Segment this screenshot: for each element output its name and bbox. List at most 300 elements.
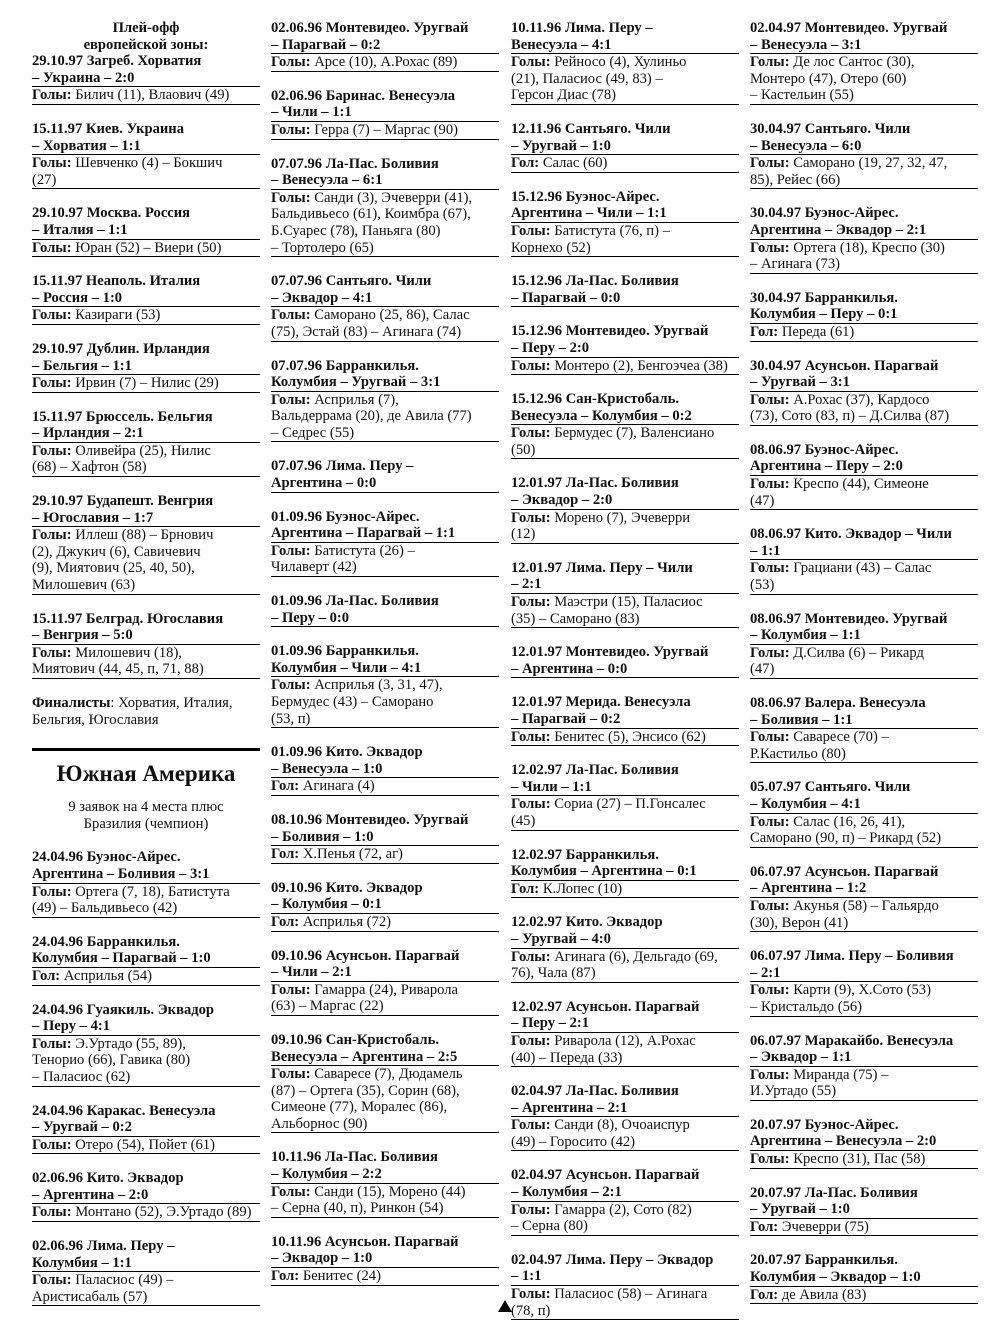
goals-text: Саваресе (70) –	[793, 729, 889, 746]
match-heading	[511, 847, 739, 881]
match-result	[32, 1170, 260, 1222]
match-heading-line: – Уругвай – 3:1	[750, 374, 850, 391]
match-goals	[32, 645, 260, 679]
match-goals	[32, 884, 260, 918]
match-result	[750, 358, 978, 426]
match-heading-line: 02.06.96 Кито. Эквадор	[32, 1170, 184, 1187]
goals-text: Санди (15), Морено (44)	[314, 1183, 466, 1200]
goals-text: Монтеро (47), Отеро (60)	[750, 70, 907, 87]
match-heading-line: – Россия – 1:0	[32, 289, 123, 306]
match-result	[32, 1002, 260, 1087]
match-heading	[32, 205, 260, 239]
match-goals	[32, 87, 260, 105]
goals-label: Голы:	[511, 948, 551, 965]
match-heading-line: Аргентина – Перу – 2:0	[750, 458, 903, 475]
match-goals	[271, 307, 499, 341]
goals-text: Бенитес (5), Энсисо (62)	[554, 728, 706, 745]
match-heading	[32, 849, 260, 883]
goals-text: К.Лопес (10)	[542, 880, 623, 897]
match-heading-line: 24.04.96 Каракас. Венесуэла	[32, 1102, 216, 1119]
goals-label: Голы:	[750, 560, 790, 577]
match-heading-line: 07.07.96 Барранкилья.	[271, 357, 419, 374]
match-heading	[511, 694, 739, 728]
match-heading-line: 06.07.97 Маракайбо. Венесуэла	[750, 1032, 954, 1049]
match-heading	[511, 475, 739, 509]
goals-text: (63) – Маргас (22)	[271, 998, 384, 1015]
goals-text: (87) – Ортега (35), Сорин (68),	[271, 1082, 460, 1099]
match-heading	[511, 1167, 739, 1201]
match-heading-line: – Перу – 0:0	[271, 609, 350, 626]
goals-text: Де лос Сантос (30),	[793, 54, 915, 71]
match-heading-line: Венесуэла – Колумбия – 0:2	[511, 407, 692, 424]
match-heading	[750, 1252, 978, 1286]
match-heading	[511, 1083, 739, 1117]
goals-text: А.Рохас (37), Кардосо	[793, 391, 930, 408]
goals-label: Голы:	[511, 509, 551, 526]
goals-label: Голы:	[32, 1204, 72, 1221]
match-heading-line: – Перу – 2:0	[511, 339, 590, 356]
match-result	[271, 812, 499, 864]
match-heading-line: 07.07.96 Сантьяго. Чили	[271, 273, 432, 290]
match-heading-line: 06.07.97 Асунсьон. Парагвай	[750, 863, 939, 880]
match-heading-line: 08.06.97 Монтевидео. Уругвай	[750, 610, 948, 627]
match-heading-line: 01.09.96 Барранкилья.	[271, 643, 419, 660]
goals-text: (47)	[750, 661, 775, 678]
goals-label: Голы:	[750, 644, 790, 661]
match-heading	[32, 409, 260, 443]
match-heading-line: – 1:1	[511, 1268, 542, 1285]
match-heading-line: 12.01.97 Ла-Пас. Боливия	[511, 475, 679, 492]
goals-label: Гол:	[271, 1268, 300, 1285]
match-heading-line: – Уругвай – 1:0	[511, 137, 611, 154]
match-heading-line: – Эквадор – 2:0	[511, 492, 613, 509]
match-goals	[32, 1137, 260, 1155]
goals-label: Голы:	[32, 87, 72, 104]
match-heading-line: 08.10.96 Монтевидео. Уругвай	[271, 811, 469, 828]
match-result	[750, 121, 978, 189]
match-goals	[271, 1184, 499, 1218]
match-result	[750, 1117, 978, 1169]
goals-label: Голы:	[271, 54, 311, 71]
match-result	[750, 1033, 978, 1101]
goals-label: Голы:	[511, 425, 551, 442]
match-goals	[511, 1117, 739, 1151]
match-heading-line: 05.07.97 Сантьяго. Чили	[750, 779, 911, 796]
match-result	[511, 1167, 739, 1235]
goals-text: Милошевич (18),	[75, 644, 182, 661]
match-result	[271, 509, 499, 577]
match-result	[32, 53, 260, 105]
goals-text: Салас (60)	[542, 155, 608, 172]
match-goals	[271, 778, 499, 796]
match-result	[511, 1252, 739, 1320]
match-heading	[271, 1149, 499, 1183]
match-goals	[511, 796, 739, 830]
match-heading	[32, 1002, 260, 1036]
goals-text: Симеоне (77), Моралес (86),	[271, 1099, 448, 1116]
goals-text: Рейносо (4), Хулиньо	[554, 54, 687, 71]
column-4	[750, 20, 978, 1320]
goals-label: Голы:	[271, 391, 311, 408]
match-result	[750, 779, 978, 847]
goals-text: Морено (7), Эчеверри	[554, 509, 691, 526]
match-heading-line: 02.04.97 Асунсьон. Парагвай	[511, 1167, 700, 1184]
match-result	[511, 644, 739, 678]
goals-text: Асприлья (72)	[302, 913, 391, 930]
match-goals	[511, 510, 739, 544]
match-heading	[750, 695, 978, 729]
goals-text: (47)	[750, 492, 775, 509]
match-heading-line: – Парагвай – 0:0	[511, 289, 621, 306]
match-goals	[511, 949, 739, 983]
match-result	[271, 1149, 499, 1217]
goals-text: (40) – Переда (33)	[511, 1049, 623, 1066]
match-heading-line: – Аргентина – 1:2	[750, 880, 867, 897]
match-result	[750, 442, 978, 510]
match-heading	[511, 914, 739, 948]
goals-text: (75), Эстай (83) – Агинага (74)	[271, 323, 462, 340]
match-goals	[511, 1033, 739, 1067]
match-heading-line: – Перу – 2:1	[511, 1015, 590, 1032]
match-heading-line: – Парагвай – 0:2	[511, 711, 621, 727]
match-heading	[32, 1238, 260, 1272]
match-heading-line: 15.12.96 Монтевидео. Уругвай	[511, 323, 709, 340]
match-heading	[32, 1103, 260, 1137]
match-heading-line: 08.06.97 Кито. Эквадор – Чили	[750, 526, 952, 543]
match-goals	[511, 1202, 739, 1236]
column-3	[511, 20, 739, 1336]
goals-label: Голы:	[271, 1183, 311, 1200]
match-heading	[271, 744, 499, 778]
goals-text: Б.Суарес (78), Паньяга (80)	[271, 222, 441, 239]
match-heading-line: 24.04.96 Гуаякиль. Эквадор	[32, 1001, 215, 1018]
match-heading-line: – Колумбия – 2:1	[511, 1184, 622, 1201]
match-heading-line: – Эквадор – 1:0	[271, 1250, 373, 1267]
match-result	[750, 526, 978, 594]
goals-text: Сориа (27) – П.Гонсалес	[554, 796, 706, 813]
goals-text: Саморано (25, 86), Салас	[314, 307, 470, 324]
match-heading-line: 15.11.97 Неаполь. Италия	[32, 273, 201, 290]
match-result	[271, 643, 499, 728]
match-result	[271, 273, 499, 341]
match-goals	[750, 324, 978, 342]
match-heading-line: – Парагвай – 0:2	[271, 36, 381, 53]
goals-label: Голы:	[511, 594, 551, 611]
match-heading	[271, 358, 499, 392]
match-result	[32, 121, 260, 189]
goals-text: Карти (9), Х.Сото (53)	[793, 982, 931, 999]
match-result	[32, 1103, 260, 1155]
match-heading-line: 29.10.97 Будапешт. Венгрия	[32, 493, 214, 510]
goals-label: Голы:	[511, 1032, 551, 1049]
match-heading	[511, 762, 739, 796]
goals-text: Грациани (43) – Салас	[793, 560, 932, 577]
match-heading-line: Венесуэла – 4:1	[511, 36, 612, 53]
match-heading	[511, 121, 739, 155]
match-result	[511, 999, 739, 1067]
match-goals	[32, 1036, 260, 1087]
match-result	[511, 914, 739, 982]
goals-text: Чилаверт (42)	[271, 559, 357, 576]
section-heading-europe: Плей-офф европейской зоны:	[83, 20, 209, 53]
match-goals	[750, 1287, 978, 1305]
match-goals	[32, 443, 260, 477]
match-heading-line: – Италия – 1:1	[32, 221, 128, 238]
match-heading-line: – Перу – 4:1	[32, 1018, 111, 1035]
match-result	[271, 1234, 499, 1286]
match-heading	[32, 273, 260, 307]
match-heading-line: 30.04.97 Буэнос-Айрес.	[750, 205, 899, 222]
match-heading-line: – Венгрия – 5:0	[32, 627, 133, 644]
goals-label: Голы:	[271, 121, 311, 138]
match-heading-line: – Колумбия – 4:1	[750, 795, 861, 812]
match-heading	[750, 1033, 978, 1067]
match-heading	[32, 493, 260, 527]
goals-label: Голы:	[750, 729, 790, 746]
match-heading-line: 07.07.96 Лима. Перу –	[271, 458, 414, 475]
match-goals	[750, 155, 978, 189]
goals-text: (27)	[32, 171, 57, 188]
match-goals	[511, 223, 739, 257]
match-result	[511, 273, 739, 307]
match-heading-line: Аргентина – Эквадор – 2:1	[750, 221, 927, 238]
match-heading	[32, 341, 260, 375]
match-heading-line: 29.10.97 Загреб. Хорватия	[32, 53, 202, 70]
match-heading	[750, 442, 978, 476]
goals-label: Голы:	[750, 897, 790, 914]
match-goals	[511, 881, 739, 899]
match-heading-line: – Венесуэла – 6:1	[271, 172, 383, 189]
match-heading-line: – Уругвай – 1:0	[750, 1201, 850, 1218]
goals-text: Переда (61)	[781, 323, 855, 340]
goals-text: Асприлья (7),	[314, 391, 399, 408]
match-heading	[511, 560, 739, 594]
goals-text: Аристисабаль (57)	[32, 1288, 148, 1305]
goals-text: Риварола (12), А.Рохас	[554, 1032, 696, 1049]
goals-label: Голы:	[32, 307, 72, 324]
goals-text: Бенитес (24)	[302, 1268, 381, 1285]
section-title-south-america: Южная Америка	[56, 761, 236, 787]
goals-text: де Авила (83)	[781, 1286, 867, 1303]
match-heading-line: Колумбия – Эквадор – 1:0	[750, 1269, 921, 1286]
match-heading-line: – Боливия – 1:1	[750, 711, 853, 728]
match-goals	[32, 527, 260, 594]
match-goals	[271, 1268, 499, 1286]
match-goals	[750, 392, 978, 426]
match-heading-line: Аргентина – Чили – 1:1	[511, 205, 667, 222]
match-heading-line: 10.11.96 Асунсьон. Парагвай	[271, 1233, 459, 1250]
match-heading	[271, 273, 499, 307]
match-heading-line: 02.04.97 Лима. Перу – Эквадор	[511, 1251, 714, 1268]
goals-label: Голы:	[32, 1136, 72, 1153]
match-heading-line: 15.11.97 Киев. Украина	[32, 120, 185, 137]
match-result	[32, 1238, 260, 1306]
match-result	[271, 358, 499, 443]
match-heading-line: 02.04.97 Монтевидео. Уругвай	[750, 20, 948, 36]
match-heading-line: 15.12.96 Ла-Пас. Боливия	[511, 273, 679, 290]
match-heading-line: 12.02.97 Ла-Пас. Боливия	[511, 762, 679, 779]
goals-label: Голы:	[511, 357, 551, 374]
match-heading-line: – Украина – 2:0	[32, 69, 135, 86]
goals-text: Агинага (6), Дельгадо (69,	[554, 948, 718, 965]
goals-text: Бермудес (43) – Саморано	[271, 694, 434, 710]
goals-label: Голы:	[32, 883, 72, 900]
match-heading	[271, 880, 499, 914]
goals-label: Гол:	[750, 1218, 779, 1235]
goals-text: Монтано (52), Э.Уртадо (89)	[75, 1204, 252, 1221]
match-heading	[511, 20, 739, 54]
match-goals	[271, 677, 499, 728]
goals-text: Отеро (54), Пойет (61)	[75, 1136, 215, 1153]
match-result	[750, 948, 978, 1016]
match-heading-line: 15.12.96 Сан-Кристобаль.	[511, 391, 679, 408]
match-heading	[32, 611, 260, 645]
match-heading	[511, 644, 739, 678]
match-heading-line: – 1:1	[750, 542, 781, 559]
match-heading-line: – Бельгия – 1:1	[32, 357, 132, 374]
match-heading-line: – Эквадор – 1:1	[750, 1049, 852, 1066]
match-heading-line: – Боливия – 1:0	[271, 828, 374, 845]
goals-text: Акунья (58) – Гальярдо	[793, 897, 939, 914]
match-heading-line: Колумбия – Перу – 0:1	[750, 306, 898, 323]
match-heading-line: – Чили – 2:1	[271, 964, 352, 981]
goals-text: (53)	[750, 577, 775, 594]
match-goals	[271, 392, 499, 443]
match-heading-line: 15.11.97 Белград. Югославия	[32, 610, 224, 627]
match-heading-line: 01.09.96 Ла-Пас. Боливия	[271, 593, 439, 610]
match-heading	[750, 121, 978, 155]
match-goals	[271, 982, 499, 1016]
goals-text: Ортега (18), Креспо (30)	[793, 239, 945, 256]
goals-label: Голы:	[511, 796, 551, 813]
goals-text: (68) – Хафтон (58)	[32, 459, 147, 476]
match-heading-line: 10.11.96 Лима. Перу –	[511, 20, 653, 36]
match-heading	[750, 20, 978, 54]
goals-label: Голы:	[32, 644, 72, 661]
goals-text: – Агинага (73)	[750, 256, 840, 273]
match-heading	[750, 1185, 978, 1219]
goals-label: Голы:	[750, 239, 790, 256]
match-heading	[271, 593, 499, 627]
goals-text: Миятович (44, 45, п, 71, 88)	[32, 661, 204, 678]
goals-text: (73), Сото (83, п) – Д.Силва (87)	[750, 408, 950, 425]
match-result	[32, 205, 260, 257]
match-heading-line: 01.09.96 Буэнос-Айрес.	[271, 508, 420, 525]
match-heading-line: – 2:1	[511, 576, 542, 593]
goals-text: Монтеро (2), Бенгоэчеа (38)	[554, 357, 728, 374]
match-goals	[32, 307, 260, 325]
match-goals	[511, 594, 739, 628]
goals-text: Арсе (10), А.Рохас (89)	[314, 54, 458, 71]
match-goals	[750, 54, 978, 105]
match-result	[271, 880, 499, 932]
goals-label: Голы:	[271, 1066, 311, 1083]
goals-text: Саморано (90, п) – Рикард (52)	[750, 830, 942, 847]
match-result	[32, 409, 260, 477]
match-heading-line: – Эквадор – 4:1	[271, 289, 373, 306]
match-heading	[511, 1252, 739, 1286]
goals-text: Оливейра (25), Нилис	[75, 442, 211, 459]
match-heading-line: 07.07.96 Ла-Пас. Боливия	[271, 155, 439, 172]
goals-text: Паласиос (49) –	[75, 1272, 174, 1289]
goals-label: Голы:	[32, 1272, 72, 1289]
goals-label: Гол:	[32, 967, 61, 984]
match-goals	[32, 375, 260, 393]
match-heading-line: Венесуэла – Аргентина – 2:5	[271, 1048, 458, 1065]
goals-text: Саморано (19, 27, 32, 47,	[793, 155, 948, 172]
match-result	[750, 1185, 978, 1237]
match-heading-line: Колумбия – Аргентина – 0:1	[511, 863, 697, 880]
match-heading	[271, 156, 499, 190]
match-heading-line: 24.04.96 Буэнос-Айрес.	[32, 849, 181, 866]
match-goals	[750, 982, 978, 1016]
match-heading-line: 08.06.97 Буэнос-Айрес.	[750, 441, 899, 458]
goals-text: Ортега (7, 18), Батистута	[75, 883, 230, 900]
match-heading-line: 10.11.96 Ла-Пас. Боливия	[271, 1149, 438, 1166]
goals-text: Бермудес (7), Валенсиано	[554, 425, 715, 442]
goals-text: Р.Кастильо (80)	[750, 745, 846, 762]
match-goals	[750, 1067, 978, 1101]
match-result	[750, 695, 978, 763]
goals-text: Герра (7) – Маргас (90)	[314, 121, 459, 138]
match-heading-line: 02.06.96 Монтевидео. Уругвай	[271, 20, 469, 36]
match-result	[511, 475, 739, 543]
goals-text: – Седрес (55)	[271, 424, 355, 441]
match-heading-line: – Аргентина – 2:0	[32, 1186, 149, 1203]
match-result	[32, 273, 260, 325]
match-result	[750, 611, 978, 679]
match-heading	[271, 948, 499, 982]
goals-label: Голы:	[271, 307, 311, 324]
match-result	[511, 560, 739, 628]
goals-label: Голы:	[750, 813, 790, 830]
match-result	[511, 391, 739, 459]
goals-text: Бальдивьесо (61), Коимбра (67),	[271, 206, 471, 223]
goals-text: Салас (16, 26, 41),	[793, 813, 906, 830]
goals-label: Голы:	[750, 391, 790, 408]
match-result	[511, 20, 739, 105]
goals-text: (45)	[511, 812, 536, 829]
match-heading-line: – Югославия – 1:7	[32, 509, 154, 526]
match-heading-line: Колумбия – Чили – 4:1	[271, 659, 422, 676]
match-heading-line: 09.10.96 Кито. Эквадор	[271, 879, 423, 896]
goals-label: Гол:	[271, 913, 300, 930]
goals-text: – Серна (40, п), Ринкон (54)	[271, 1200, 444, 1217]
match-goals	[511, 425, 739, 459]
match-heading	[511, 273, 739, 307]
match-heading-line: – Колумбия – 0:1	[271, 896, 382, 913]
goals-text: (2), Джукич (6), Савичевич	[32, 543, 201, 560]
match-heading-line: 12.01.97 Мерида. Венесуэла	[511, 694, 691, 711]
match-heading	[32, 934, 260, 968]
match-heading-line: Колумбия – Уругвай – 3:1	[271, 374, 441, 391]
match-goals	[271, 914, 499, 932]
goals-label: Голы:	[32, 239, 72, 256]
match-goals	[750, 240, 978, 274]
column-2	[271, 20, 499, 1302]
goals-text: Тенорио (66), Гавика (80)	[32, 1052, 191, 1069]
match-goals	[32, 155, 260, 189]
match-result	[750, 205, 978, 273]
match-goals	[271, 846, 499, 864]
goals-text: Д.Силва (6) – Рикард	[793, 644, 924, 661]
match-result	[511, 1083, 739, 1151]
goals-label: Гол:	[271, 778, 300, 795]
goals-label: Голы:	[750, 982, 790, 999]
column-1	[32, 20, 260, 1322]
goals-label: Голы:	[750, 1151, 790, 1168]
goals-text: – Серна (80)	[511, 1218, 588, 1235]
